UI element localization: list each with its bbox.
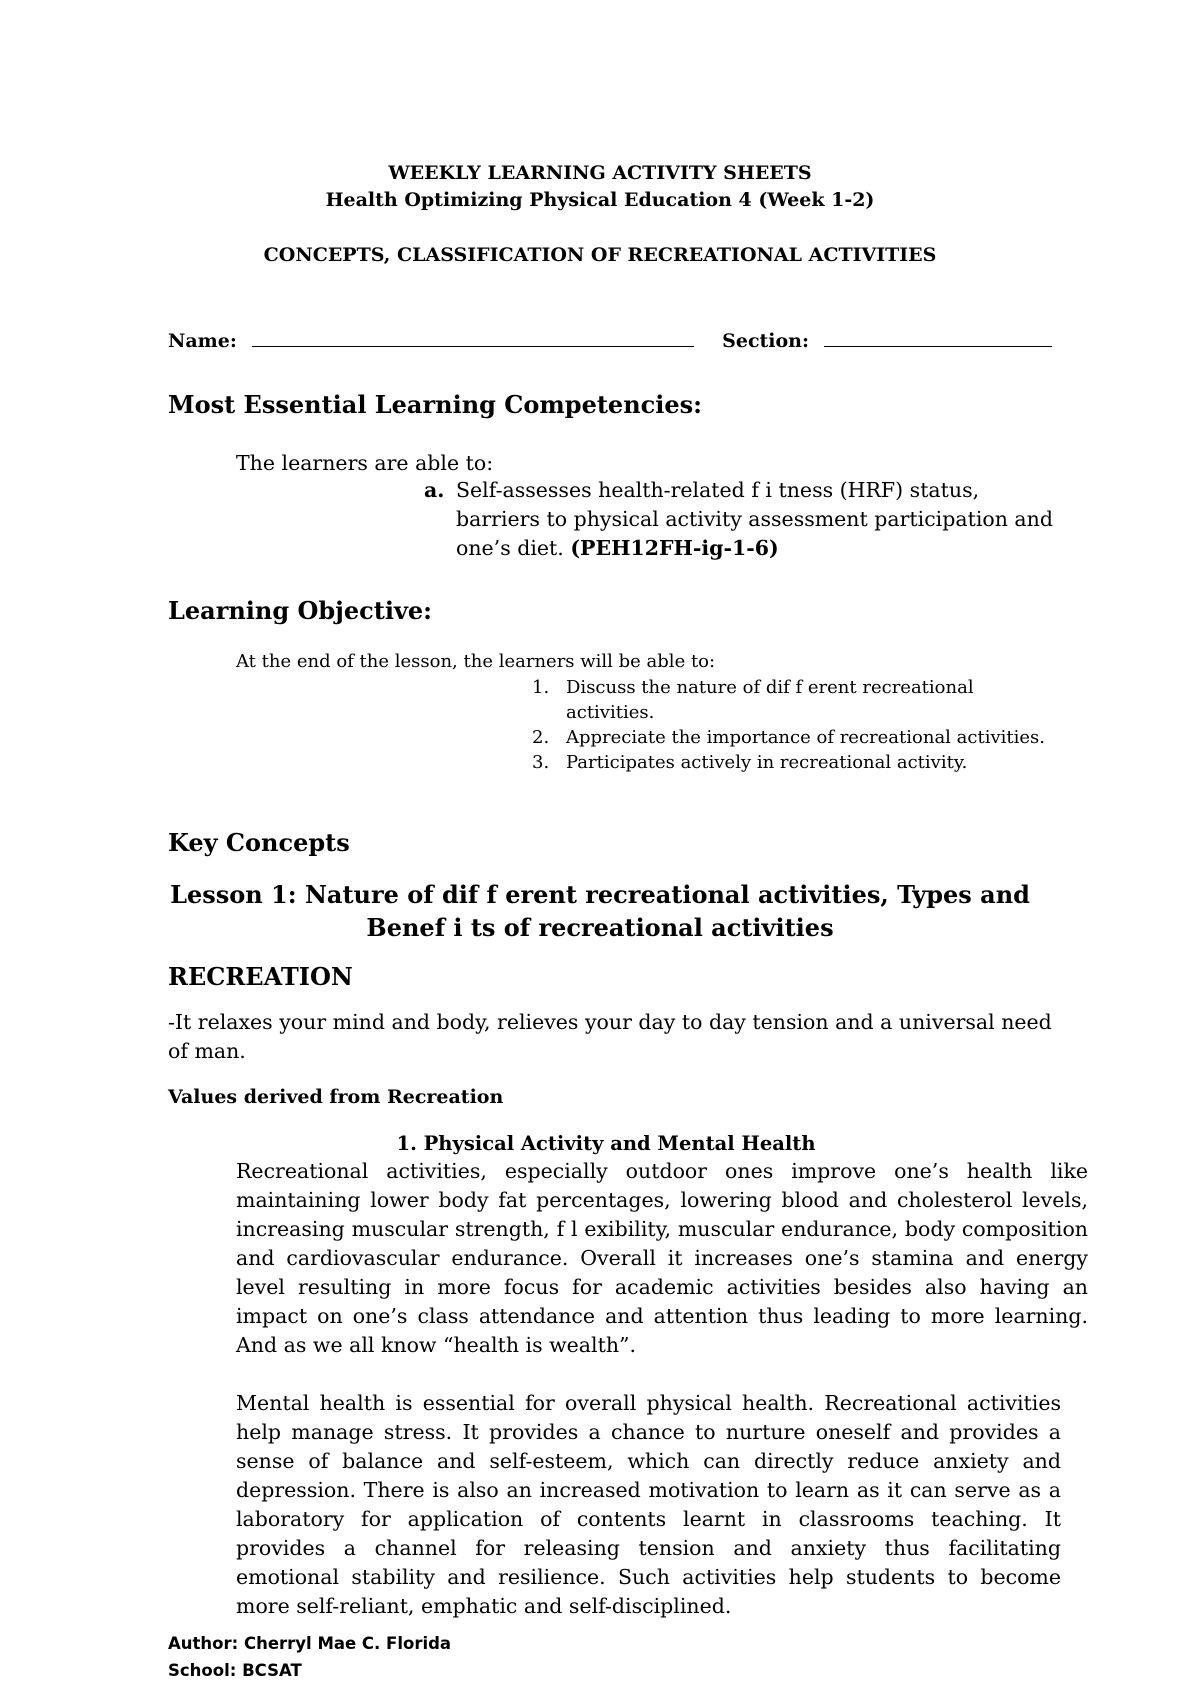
objective-item: 2. Appreciate the importance of recreational activities. (532, 727, 1045, 748)
objective-item: 3. Participates actively in recreational activity. (532, 752, 968, 773)
name-section-row (168, 326, 1068, 352)
recreation-heading: RECREATION (168, 962, 353, 991)
sheet-title: WEEKLY LEARNING ACTIVITY SHEETS (388, 162, 812, 184)
values-heading: Values derived from Recreation (168, 1086, 504, 1108)
school-line: School: BCSAT (168, 1661, 302, 1680)
name-blank[interactable] (252, 326, 694, 347)
competency-code: (PEH12FH-ig-1-6) (570, 536, 779, 560)
name-label: Name: (168, 330, 237, 352)
competencies-intro: The learners are able to: (236, 451, 494, 475)
value1-title: 1. Physical Activity and Mental Health (396, 1132, 816, 1155)
author-line: Author: Cherryl Mae C. Florida (168, 1634, 452, 1653)
section-blank[interactable] (824, 326, 1052, 347)
competencies-heading: Most Essential Learning Competencies: (168, 390, 703, 419)
lesson-title-line1: Lesson 1: Nature of dif f erent recreational activities, Types and (170, 880, 1030, 909)
value1-paragraph-2: Mental health is essential for overall physical health. Recreational activities help manage stress. It provides a chance to nurture oneself and provides a sense of balance and self-esteem, which can directly reduce anxiety and depression. There is also an increased motivation to learn as it can serve as a laboratory for application of contents learnt in classrooms teaching. It provides a channel for releasing tension and anxiety thus facilitating emotional stability and resilience. Such activities help students to become more self-reliant, emphatic and self-disciplined. (236, 1391, 1061, 1618)
key-concepts-heading: Key Concepts (168, 828, 350, 857)
lesson-title-line2: Benef i ts of recreational activities (366, 913, 834, 942)
competency-marker: a. (424, 478, 445, 502)
competency-text: Self-assesses health-related f i tness (HRF) status, barriers to physical activity assessment participation and one’s diet. (456, 478, 1053, 560)
objective-list (532, 675, 1052, 775)
topic-title: CONCEPTS, CLASSIFICATION OF RECREATIONAL ACTIVITIES (263, 244, 937, 266)
competency-item (456, 476, 1061, 563)
subject-title: Health Optimizing Physical Education 4 (Week 1-2) (325, 189, 875, 211)
value1-paragraph-1: Recreational activities, especially outdoor ones improve one’s health like maintaining lower body fat percentages, lowering blood and cholesterol levels, increasing muscular strength, f l exibility, muscular endurance, body composition and cardiovascular endurance. Overall it increases one’s stamina and energy level resulting in more focus for academic activities besides also having an impact on one’s class attendance and attention thus leading to more learning. And as we all know “health is wealth”. (236, 1159, 1088, 1357)
objective-item: 1. Discuss the nature of dif f erent recreational activities. (532, 677, 974, 723)
recreation-definition: -It relaxes your mind and body, relieves your day to day tension and a universal need of man. (168, 1010, 1052, 1063)
section-label: Section: (722, 330, 810, 352)
objective-intro: At the end of the lesson, the learners will be able to: (236, 651, 716, 672)
objective-heading: Learning Objective: (168, 596, 433, 625)
